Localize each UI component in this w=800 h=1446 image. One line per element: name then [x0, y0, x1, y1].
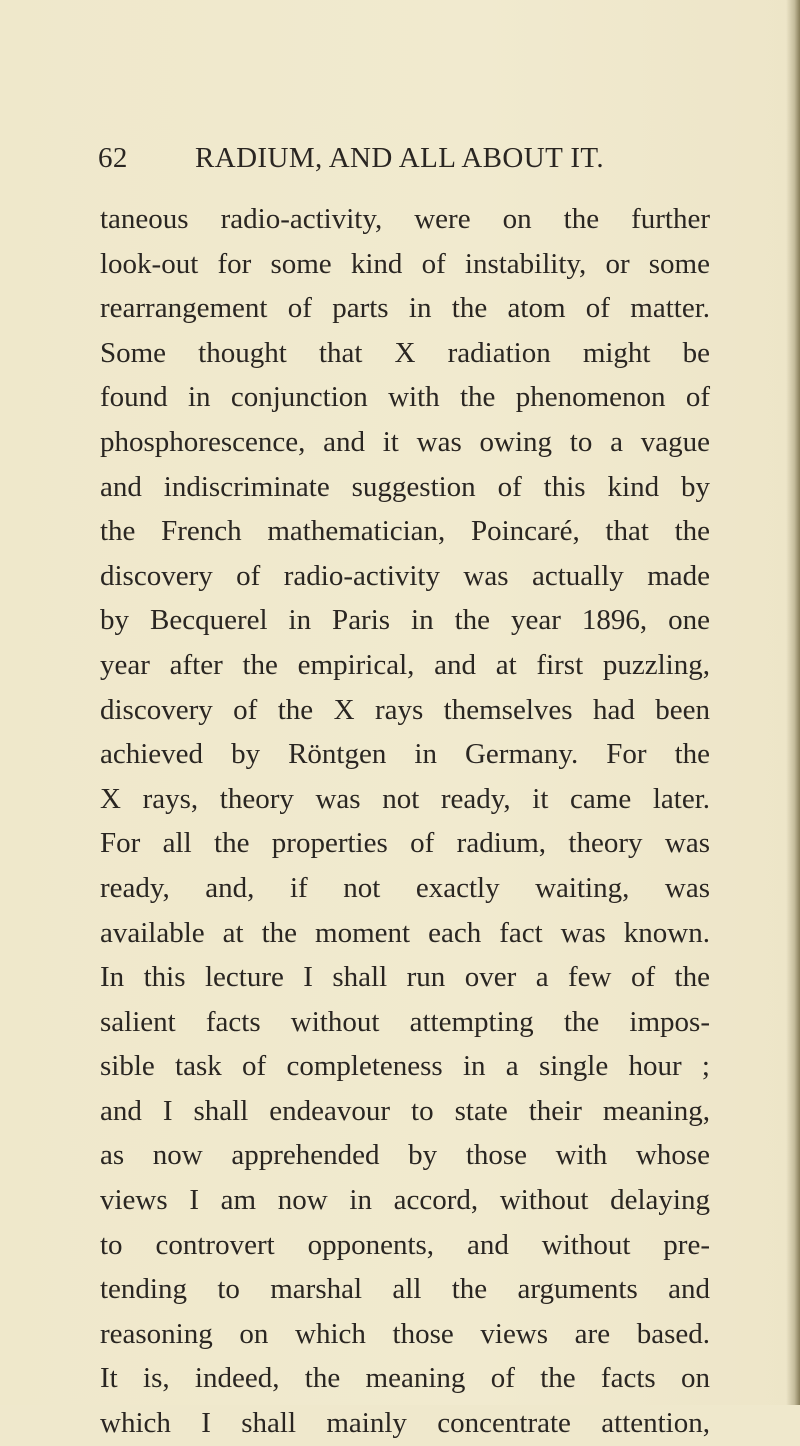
page-edge-shadow	[786, 0, 800, 1405]
text-line: and indiscriminate suggestion of this kind by	[100, 470, 710, 503]
text-line: ready, and, if not exactly waiting, was	[100, 871, 710, 904]
text-line: look-out for some kind of instability, or some	[100, 247, 710, 280]
text-line: available at the moment each fact was known.	[100, 916, 710, 949]
text-line: as now apprehended by those with whose	[100, 1139, 710, 1172]
text-line: achieved by Röntgen in Germany. For the	[100, 738, 710, 771]
page-number: 62	[98, 142, 128, 174]
text-line: year after the empirical, and at first puzzling,	[100, 648, 710, 681]
text-line: rearrangement of parts in the atom of matter.	[100, 292, 710, 325]
text-line: tending to marshal all the arguments and	[100, 1273, 710, 1306]
text-line: Some thought that X radiation might be	[100, 336, 710, 369]
text-line: by Becquerel in Paris in the year 1896, one	[100, 604, 710, 637]
text-line: X rays, theory was not ready, it came later.	[100, 782, 710, 815]
text-line: views I am now in accord, without delaying	[100, 1184, 710, 1217]
text-line: reasoning on which those views are based.	[100, 1317, 710, 1350]
text-line: the French mathematician, Poincaré, that the	[100, 515, 710, 548]
text-line: phosphorescence, and it was owing to a vague	[100, 425, 710, 458]
text-line: It is, indeed, the meaning of the facts on	[100, 1362, 710, 1395]
body-text	[100, 197, 710, 1446]
text-line: found in conjunction with the phenomenon of	[100, 381, 710, 414]
running-title: RADIUM, AND ALL ABOUT IT.	[195, 142, 605, 174]
text-line: For all the properties of radium, theory was	[100, 827, 710, 860]
text-line: discovery of radio-activity was actually made	[100, 559, 710, 592]
text-line: which I shall mainly concentrate attention,	[100, 1407, 710, 1440]
text-line: discovery of the X rays themselves had been	[100, 693, 710, 726]
running-head	[98, 142, 738, 182]
text-line: and I shall endeavour to state their meaning,	[100, 1094, 710, 1127]
text-line: salient facts without attempting the impos-	[100, 1005, 710, 1038]
text-line: to controvert opponents, and without pre-	[100, 1228, 710, 1261]
text-line: In this lecture I shall run over a few of the	[100, 961, 710, 994]
text-line: sible task of completeness in a single hour ;	[100, 1050, 710, 1083]
text-line: taneous radio-activity, were on the further	[100, 203, 710, 235]
